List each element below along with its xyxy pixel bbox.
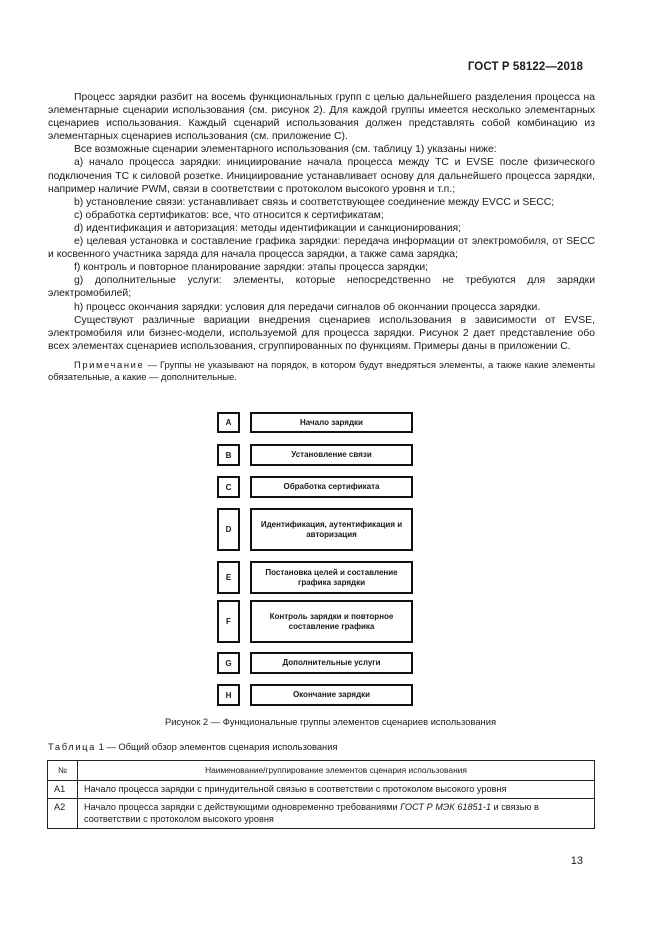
document-id: ГОСТ Р 58122—2018 xyxy=(467,61,583,73)
table-row xyxy=(48,781,595,799)
row-number: A2 xyxy=(48,799,78,828)
group-name: Дополнительные услуги xyxy=(250,652,413,674)
group-c xyxy=(217,476,413,498)
group-name: Обработка сертификата xyxy=(250,476,413,498)
note-text: — Группы не указывают на порядок, в котором будут внедряться элементы, а также какие элементы обязательные, а какие — дополнительные. xyxy=(48,358,595,382)
group-name: Идентификация, аутентификация и авторизация xyxy=(250,508,413,551)
row-number: A1 xyxy=(48,781,78,799)
paragraph-intro: Процесс зарядки разбит на восемь функциональных групп с целью дальнейшего разделения процесса на элементарные сценарии использования (см. рисунок 2). Для каждой группы имеется несколько элементарных сценариев использования. Каждый сценарий использования должен представлять собой комбинацию из элементарных сценариев использования (см. приложение C). xyxy=(48,92,595,143)
group-e xyxy=(217,561,413,594)
group-name: Контроль зарядки и повторное составление графика xyxy=(250,600,413,643)
note-label: Примечание xyxy=(74,358,145,370)
table-header-row xyxy=(48,761,595,781)
figure-caption: Рисунок 2 — Функциональные группы элементов сценариев использования xyxy=(164,716,497,727)
list-item-b: b) установление связи: устанавливает связь и соответствующее соединение между EVCC и SECC; xyxy=(74,196,555,208)
list-item-h: h) процесс окончания зарядки: условия для передачи сигналов об окончании процесса зарядки. xyxy=(74,301,541,313)
list-item-g: g) дополнительные услуги: элементы, которые непосредственно не требуются для зарядки электромобилей; xyxy=(48,275,595,300)
group-b xyxy=(217,444,413,466)
group-g xyxy=(217,652,413,674)
row-text xyxy=(78,799,595,828)
table-caption xyxy=(48,741,338,752)
table-row xyxy=(48,799,595,828)
group-code: F xyxy=(217,600,240,643)
group-name: Начало зарядки xyxy=(250,412,413,433)
group-name: Окончание зарядки xyxy=(250,684,413,706)
page-number: 13 xyxy=(570,855,583,867)
group-code: D xyxy=(217,508,240,551)
list-item-c: c) обработка сертификатов: все, что относится к сертификатам; xyxy=(74,209,384,221)
standard-reference: ГОСТ Р МЭК 61851-1 xyxy=(400,802,491,813)
group-d xyxy=(217,508,413,551)
group-f xyxy=(217,600,413,643)
group-a xyxy=(217,412,413,433)
table-caption-text: 1 — Общий обзор элементов сценария использования xyxy=(95,741,338,752)
group-code: B xyxy=(217,444,240,466)
group-code: A xyxy=(217,412,240,433)
row-text-part: Начало процесса зарядки с действующими одновременно требованиями xyxy=(84,802,401,813)
paragraph-variations: Существуют различные вариации внедрения сценариев использования в зависимости от EVSE, электромобиля или бизнес-модели, используемой для процесса зарядки. Рисунок 2 дает представление обо всех элементах сценариев использования, сгруппированных по функциям. Примеры даны в приложении C. xyxy=(48,314,595,352)
group-code: H xyxy=(217,684,240,706)
body-text xyxy=(48,91,595,382)
group-h xyxy=(217,684,413,706)
list-item-f: f) контроль и повторное планирование зарядки: этапы процесса зарядки; xyxy=(74,262,429,274)
use-case-overview-table xyxy=(47,760,595,829)
note xyxy=(48,359,595,383)
row-text-part: и связью в соответствии с протоколом высокого уровня xyxy=(84,802,539,824)
list-item-a: a) начало процесса зарядки: инициирование начала процесса между ТС и EVSE после физического подключения ТС к силовой розетке. Инициирование устанавливает основу для дальнейшего процесса зарядки, например наличие PWM, связи в соответствии с протоколом высокого уровня и т.п.; xyxy=(48,157,595,195)
group-name: Установление связи xyxy=(250,444,413,466)
table-caption-label: Таблица xyxy=(48,741,96,752)
list-item-e: e) целевая установка и составление графика зарядки: передача информации от электромобиля, от SECC и косвенного участника заряда для начала процесса зарядки, а также сама зарядка; xyxy=(48,236,595,261)
group-code: C xyxy=(217,476,240,498)
group-code: E xyxy=(217,561,240,594)
column-header-number: № xyxy=(48,761,78,781)
column-header-name: Наименование/группирование элементов сценария использования xyxy=(78,761,595,781)
group-code: G xyxy=(217,652,240,674)
paragraph-list-intro: Все возможные сценарии элементарного использования (см. таблицу 1) указаны ниже: xyxy=(74,144,497,156)
group-name: Постановка целей и составление графика зарядки xyxy=(250,561,413,594)
list-item-d: d) идентификация и авторизация: методы идентификации и санкционирования; xyxy=(74,222,462,234)
row-text: Начало процесса зарядки с принудительной связью в соответствии с протоколом высокого уровня xyxy=(78,781,595,799)
